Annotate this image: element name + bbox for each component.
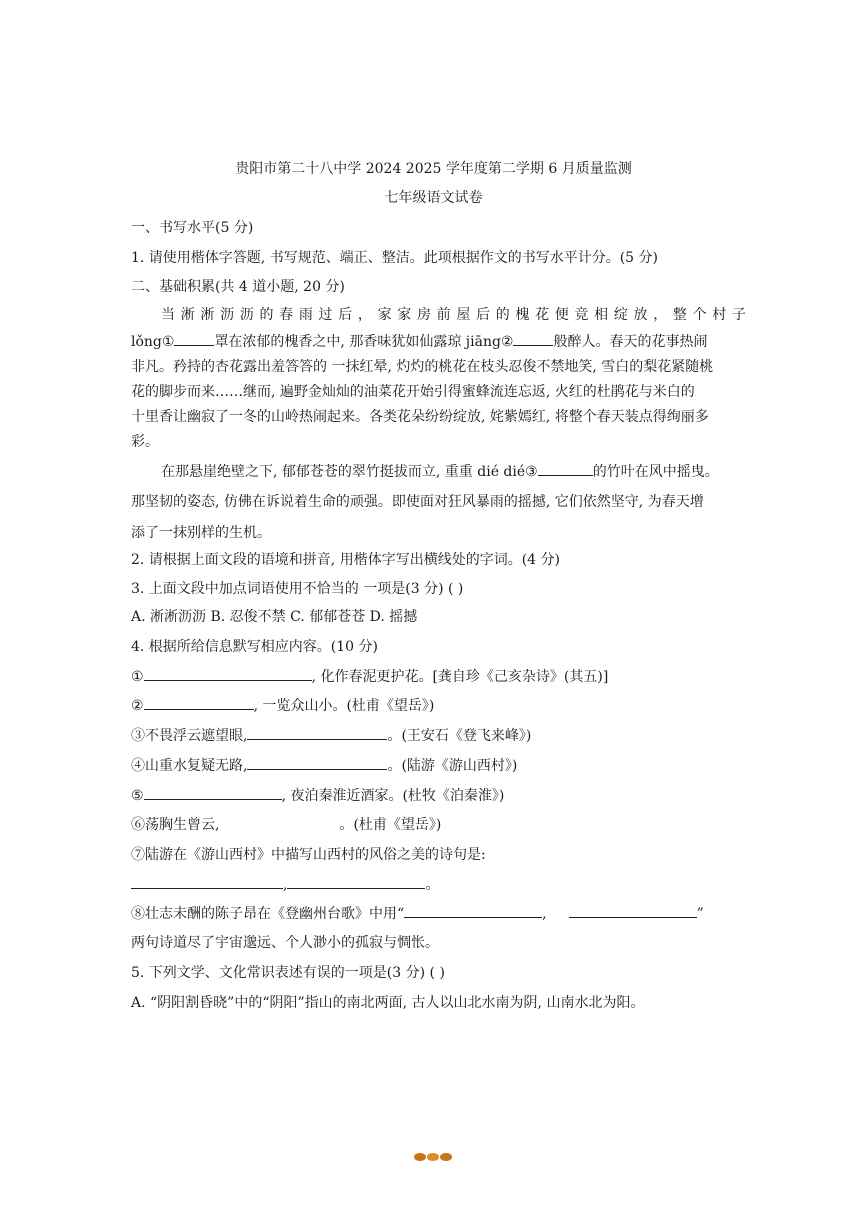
answer-blank-2[interactable] — [513, 331, 553, 346]
question-5: 5. 下列文学、文化常识表述有误的一项是(3 分) ( ) — [131, 965, 445, 981]
item-text: 。(王安石《登飞来峰》) — [387, 728, 532, 744]
answer-blank-recite-8a[interactable] — [404, 903, 542, 918]
section-2-heading: 二、基础积累(共 4 道小题, 20 分) — [131, 279, 345, 295]
passage-text: 在那悬崖绝壁之下, 郁郁苍苍的翠竹挺拔而立, 重重 dié dié③ — [161, 464, 538, 480]
comma: , — [283, 877, 288, 893]
passage-1-line-5: 十里香让幽寂了一冬的山岭热闹起来。各类花朵纷纷绽放, 姹紫嫣红, 将整个春天装点得绚丽多 — [131, 409, 709, 425]
answer-blank-1[interactable] — [174, 331, 214, 346]
item-number: ① — [131, 669, 144, 685]
recite-item-8 — [131, 903, 751, 924]
passage-1-line-4: 花的脚步而来……继而, 遍野金灿灿的油菜花开始引得蜜蜂流连忘返, 火红的杜鹃花与米白的 — [131, 384, 695, 400]
item-text: ⑧壮志未酬的陈子昂在《登幽州台歌》中用“ — [131, 906, 405, 922]
answer-blank-recite-5[interactable] — [144, 785, 282, 800]
question-5-option-a: A. “阴阳割昏晓”中的“阴阳”指山的南北两面, 古人以山北水南为阴, 山南水北为阳。 — [131, 995, 645, 1011]
passage-1-line-2 — [131, 331, 751, 352]
section-1-heading: 一、书写水平(5 分) — [131, 220, 254, 236]
passage-2-line-2: 那坚韧的姿态, 仿佛在诉说着生命的顽强。即使面对狂风暴雨的摇撼, 它们依然坚守, 为春天增 — [131, 494, 704, 510]
recite-item-7: ⑦陆游在《游山西村》中描写山西村的风俗之美的诗句是: — [131, 847, 486, 863]
passage-2-line-1 — [161, 461, 781, 482]
passage-text: 的竹叶在风中摇曳。 — [592, 464, 719, 480]
passage-1-line-6: 彩。 — [131, 434, 159, 450]
item-text: , 化作春泥更护花。[龚自珍《己亥杂诗》(其五)] — [311, 669, 609, 685]
answer-blank-recite-4[interactable] — [247, 755, 387, 770]
item-text: , 一览众山小。(杜甫《望岳》) — [253, 698, 435, 714]
item-text: ⑥荡胸生曾云, — [131, 817, 220, 833]
question-4: 4. 根据所给信息默写相应内容。(10 分) — [131, 639, 378, 655]
passage-2-line-3: 添了一抹别样的生机。 — [131, 525, 271, 541]
exam-title: 贵阳市第二十八中学 2024 2025 学年度第二学期 6 月质量监测 — [235, 161, 632, 177]
passage-text: 罩在浓郁的槐香之中, 那香味犹如仙露琼 jiāng② — [214, 334, 514, 350]
passage-text: 般醉人。春天的花事热闹 — [553, 334, 708, 350]
pinyin-1: lǒng① — [131, 334, 175, 350]
answer-blank-recite-3[interactable] — [247, 725, 387, 740]
answer-blank-recite-7b[interactable] — [287, 874, 425, 889]
recite-item-6 — [131, 815, 751, 835]
question-1: 1. 请使用楷体字答题, 书写规范、端正、整洁。此项根据作文的书写水平计分。(5 分) — [131, 250, 658, 266]
passage-1-line-3: 非凡。矜持的杏花露出羞答答的 一抹红晕, 灼灼的桃花在枝头忍俊不禁地笑, 雪白的梨花紧随桃 — [131, 359, 714, 375]
passage-text: 当淅淅沥沥的春雨过后，家家房前屋后的槐花便竞相绽放，整个村子 — [161, 307, 746, 323]
question-2: 2. 请根据上面文段的语境和拼音, 用楷体字写出横线处的字词。(4 分) — [131, 552, 560, 568]
recite-item-7-answer — [131, 874, 751, 895]
item-text: ④山重水复疑无路, — [131, 758, 248, 774]
period: 。 — [425, 877, 440, 893]
recite-item-3 — [131, 725, 751, 746]
item-text: ③不畏浮云遮望眼, — [131, 728, 248, 744]
answer-blank-recite-2[interactable] — [144, 695, 254, 710]
recite-item-5 — [131, 785, 751, 806]
exam-subtitle: 七年级语文试卷 — [384, 190, 483, 206]
question-3: 3. 上面文段中加点词语使用不恰当的 一项是(3 分) ( ) — [131, 581, 464, 597]
footer-decoration-icon — [413, 1151, 453, 1163]
answer-blank-recite-8b[interactable] — [569, 903, 697, 918]
comma: , — [542, 906, 547, 922]
recite-item-8-cont: 两句诗道尽了宇宙邈远、个人渺小的孤寂与惆怅。 — [131, 935, 439, 951]
recite-item-1 — [131, 666, 751, 687]
recite-item-2 — [131, 695, 751, 716]
answer-blank-recite-1[interactable] — [144, 666, 312, 681]
item-text: , 夜泊秦淮近酒家。(杜牧《泊秦淮》) — [281, 788, 505, 804]
item-text: 。(杜甫《望岳》) — [339, 817, 442, 833]
item-number: ⑤ — [131, 788, 144, 804]
quote: ” — [696, 906, 704, 922]
item-text: 。(陆游《游山西村》) — [387, 758, 518, 774]
item-number: ② — [131, 698, 144, 714]
recite-item-4 — [131, 755, 751, 776]
answer-blank-3[interactable] — [538, 461, 593, 476]
answer-blank-recite-7a[interactable] — [131, 874, 283, 889]
passage-1-line-1 — [161, 305, 746, 325]
question-3-options: A. 淅淅沥沥 B. 忍俊不禁 C. 郁郁苍苍 D. 摇撼 — [131, 609, 418, 625]
